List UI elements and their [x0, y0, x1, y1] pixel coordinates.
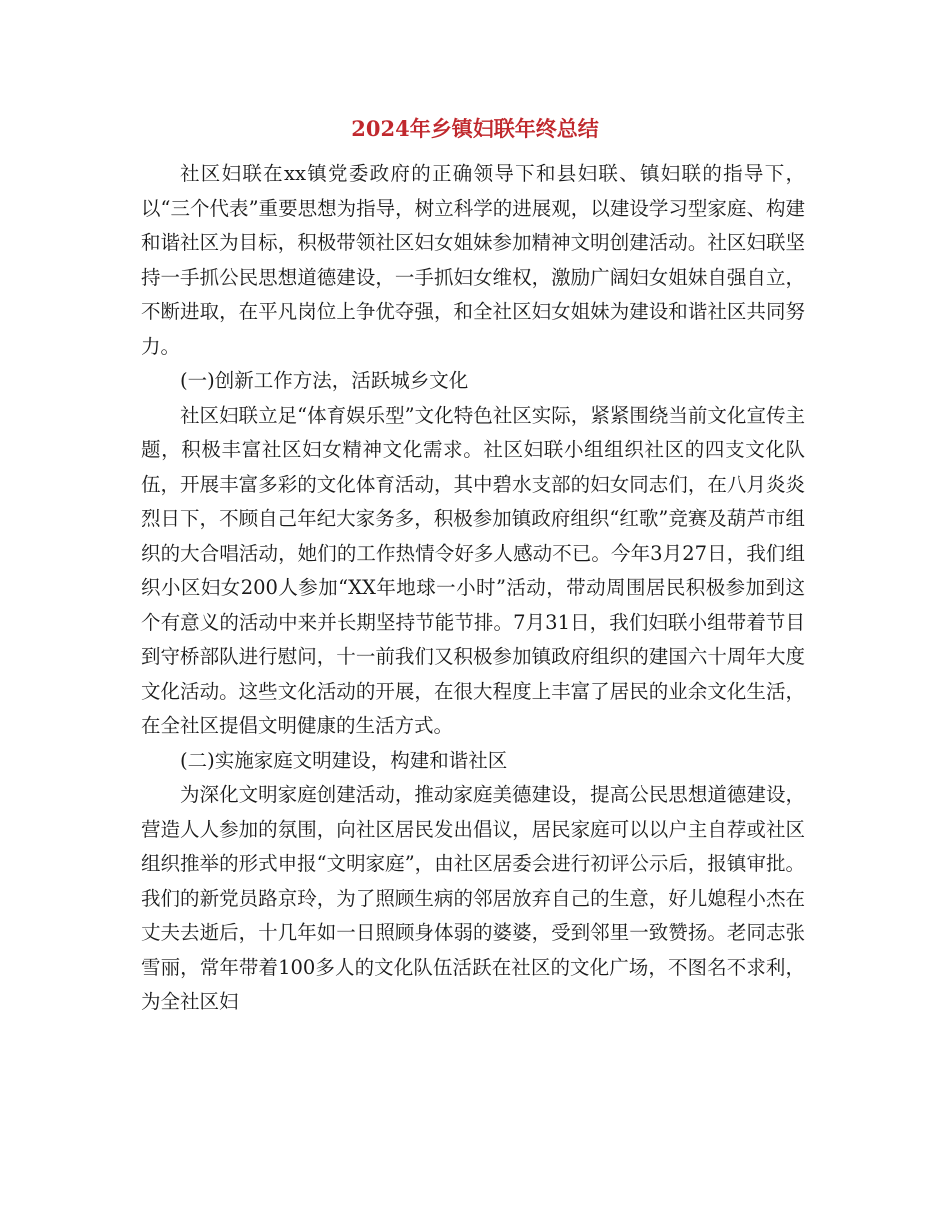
section-2-paragraph: 为深化文明家庭创建活动，推动家庭美德建设，提高公民思想道德建设，营造人人参加的氛围，向社区居民发出倡议，居民家庭可以以户主自荐或社区组织推举的形式申报“文明家庭”，由社区居委会进行初评公示后，报镇审批。我们的新党员路京玲，为了照顾生病的邻居放弃自己的生意，好儿媳程小杰在丈夫去逝后，十几年如一日照顾身体弱的婆婆，受到邻里一致赞扬。老同志张雪丽，常年带着100多人的文化队伍活跃在社区的文化广场，不图名不求利，为全社区妇	[141, 783, 805, 1013]
section-heading-1: (一)创新工作方法，活跃城乡文化	[180, 369, 469, 392]
document-body	[141, 157, 805, 1020]
intro-paragraph: 社区妇联在xx镇党委政府的正确领导下和县妇联、镇妇联的指导下，以“三个代表”重要思想为指导，树立科学的进展观，以建设学习型家庭、构建和谐社区为目标，积极带领社区妇女姐妹参加精神文明创建活动。社区妇联坚持一手抓公民思想道德建设，一手抓妇女维权，激励广阔妇女姐妹自强自立，不断进取，在平凡岗位上争优夺强，和全社区妇女姐妹为建设和谐社区共同努力。	[141, 162, 805, 358]
section-heading-2: (二)实施家庭文明建设，构建和谐社区	[180, 748, 508, 772]
section-1-paragraph: 社区妇联立足“体育娱乐型”文化特色社区实际，紧紧围绕当前文化宣传主题，积极丰富社区妇女精神文化需求。社区妇联小组组织社区的四支文化队伍，开展丰富多彩的文化体育活动，其中碧水支部的妇女同志们，在八月炎炎烈日下，不顾自己年纪大家务多，积极参加镇政府组织“红歌”竞赛及葫芦市组织的大合唱活动，她们的工作热情令好多人感动不已。今年3月27日，我们组织小区妇女200人参加“XX年地球一小时”活动，带动周围居民积极参加到这个有意义的活动中来并长期坚持节能节排。7月31日，我们妇联小组带着节目到守桥部队进行慰问，十一前我们又积极参加镇政府组织的建国六十周年大度文化活动。这些文化活动的开展，在很大程度上丰富了居民的业余文化生活，在全社区提倡文明健康的生活方式。	[141, 403, 805, 737]
document-title: 2024年乡镇妇联年终总结	[351, 116, 599, 141]
